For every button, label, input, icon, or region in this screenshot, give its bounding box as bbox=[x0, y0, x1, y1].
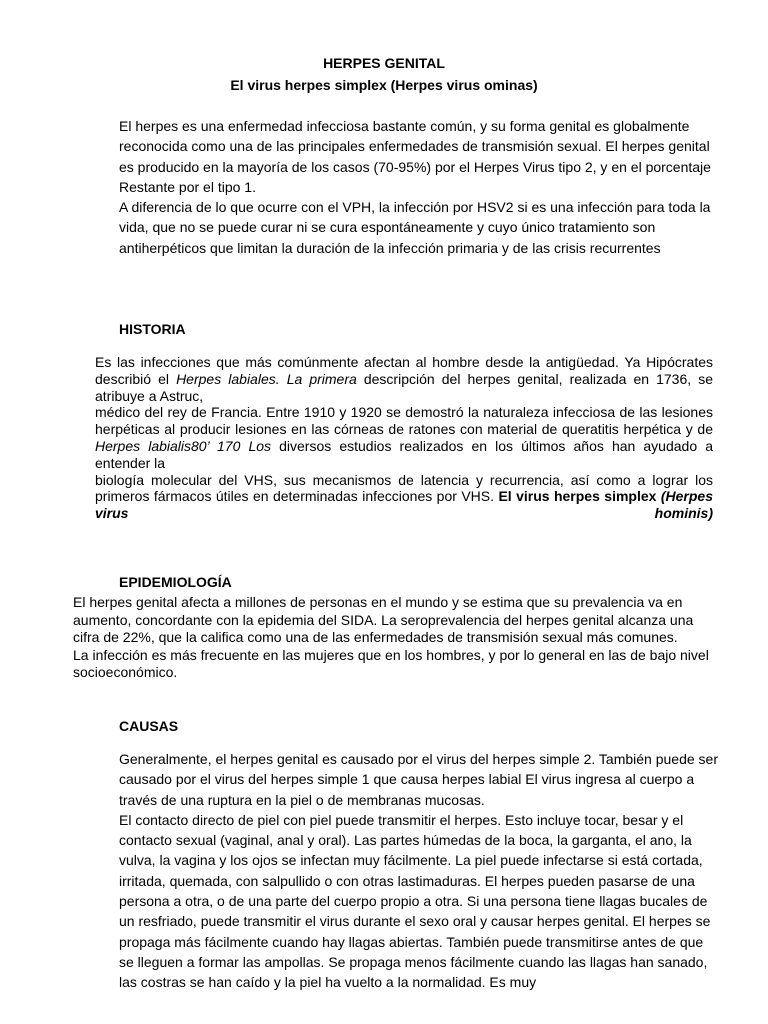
historia-bold-italic: (Herpes virus hominis) bbox=[95, 488, 713, 522]
intro-section bbox=[119, 116, 719, 258]
historia-section bbox=[95, 354, 713, 522]
intro-paragraph-1: El herpes es una enfermedad infecciosa bastante común, y su forma genital es globalmente reconocida como una de las principales enfermedades de transmisión sexual. El herpes genital es producido en la mayoría de los casos (70-95%) por el Herpes Virus tipo 2, y en el porcentaje bbox=[119, 118, 711, 175]
causas-paragraph-2: El contacto directo de piel con piel puede transmitir el herpes. Esto incluye tocar, besar y el contacto sexual (vaginal, anal y oral). Las partes húmedas de la boca, la garganta, el ano, la vulva, la vagina y los ojos se infectan muy fácilmente. La piel puede infectarse si está cortada, irritada, quemada, con salpullido o con otras lastimaduras. El herpes pueden pasarse de una persona a otra, o de una parte del cuerpo propio a otra. Si una persona tiene llagas bucales de un resfriado, puede transmitir el virus durante el sexo oral y causar herpes genital. El herpes se propaga más fácilmente cuando hay llagas abiertas. También puede transmitirse antes de que se lleguen a formar las ampollas. Se propaga menos fácilmente cuando las llagas han sanado, las costras se han caído y la piel ha vuelto a la normalidad. Es muy bbox=[119, 811, 711, 991]
causas-section bbox=[119, 749, 719, 993]
epidemiologia-section bbox=[73, 594, 713, 682]
historia-bold: El virus herpes simplex bbox=[498, 488, 661, 505]
historia-italic-1: Herpes labiales. La primera bbox=[176, 370, 357, 387]
document-subtitle: El virus herpes simplex (Herpes virus ominas) bbox=[230, 77, 538, 93]
intro-paragraph-2: Restante por el tipo 1. bbox=[119, 178, 256, 195]
historia-paragraph-2: médico del rey de Francia. Entre 1910 y 1920 se demostró la naturaleza infecciosa de las lesiones herpéticas al producir lesiones en las córneas de ratones con material de queratitis herpética y de Herpes labialis80’ 170 Los diversos estudios realizados en los últimos años han ayudado a entender la bbox=[95, 404, 713, 471]
historia-italic-2: Herpes labialis80’ 170 Los bbox=[95, 437, 272, 454]
historia-paragraph-1: Es las infecciones que más comúnmente afectan al hombre desde la antigüedad. Ya Hipócrates describió el Herpes labiales. La primera descripción del herpes genital, realizada en 1736, se atribuye a Astruc, bbox=[95, 354, 713, 404]
document-title: HERPES GENITAL bbox=[323, 55, 445, 71]
intro-paragraph-3: A diferencia de lo que ocurre con el VPH, la infección por HSV2 si es una infección para toda la vida, que no se puede curar ni se cura espontáneamente y cuyo único tratamiento son antiherpéticos que limitan la duración de la infección primaria y de las crisis recurrentes bbox=[119, 199, 711, 256]
historia-heading: HISTORIA bbox=[119, 321, 186, 337]
epidemiologia-heading: EPIDEMIOLOGÍA bbox=[119, 574, 232, 590]
causas-heading: CAUSAS bbox=[119, 718, 179, 734]
causas-paragraph-1: Generalmente, el herpes genital es causado por el virus del herpes simple 2. También puede ser causado por el virus del herpes simple 1 que causa herpes labial El virus ingresa al cuerpo a través de una ruptura en la piel o de membranas mucosas. bbox=[119, 751, 718, 808]
epidemiologia-paragraph-2: La infección es más frecuente en las mujeres que en los hombres, y por lo general en las de bajo nivel socioeconómico. bbox=[73, 646, 709, 680]
historia-paragraph-3: biología molecular del VHS, sus mecanismos de latencia y recurrencia, así como a lograr los primeros fármacos útiles en determinadas infecciones por VHS. El virus herpes simplex (Herpes virus hominis) bbox=[95, 471, 713, 522]
epidemiologia-paragraph-1: El herpes genital afecta a millones de personas en el mundo y se estima que su prevalencia va en aumento, concordante con la epidemia del SIDA. La seroprevalencia del herpes genital alcanza una cifra de 22%, que la califica como una de las enfermedades de transmisión sexual más comunes. bbox=[73, 594, 694, 645]
